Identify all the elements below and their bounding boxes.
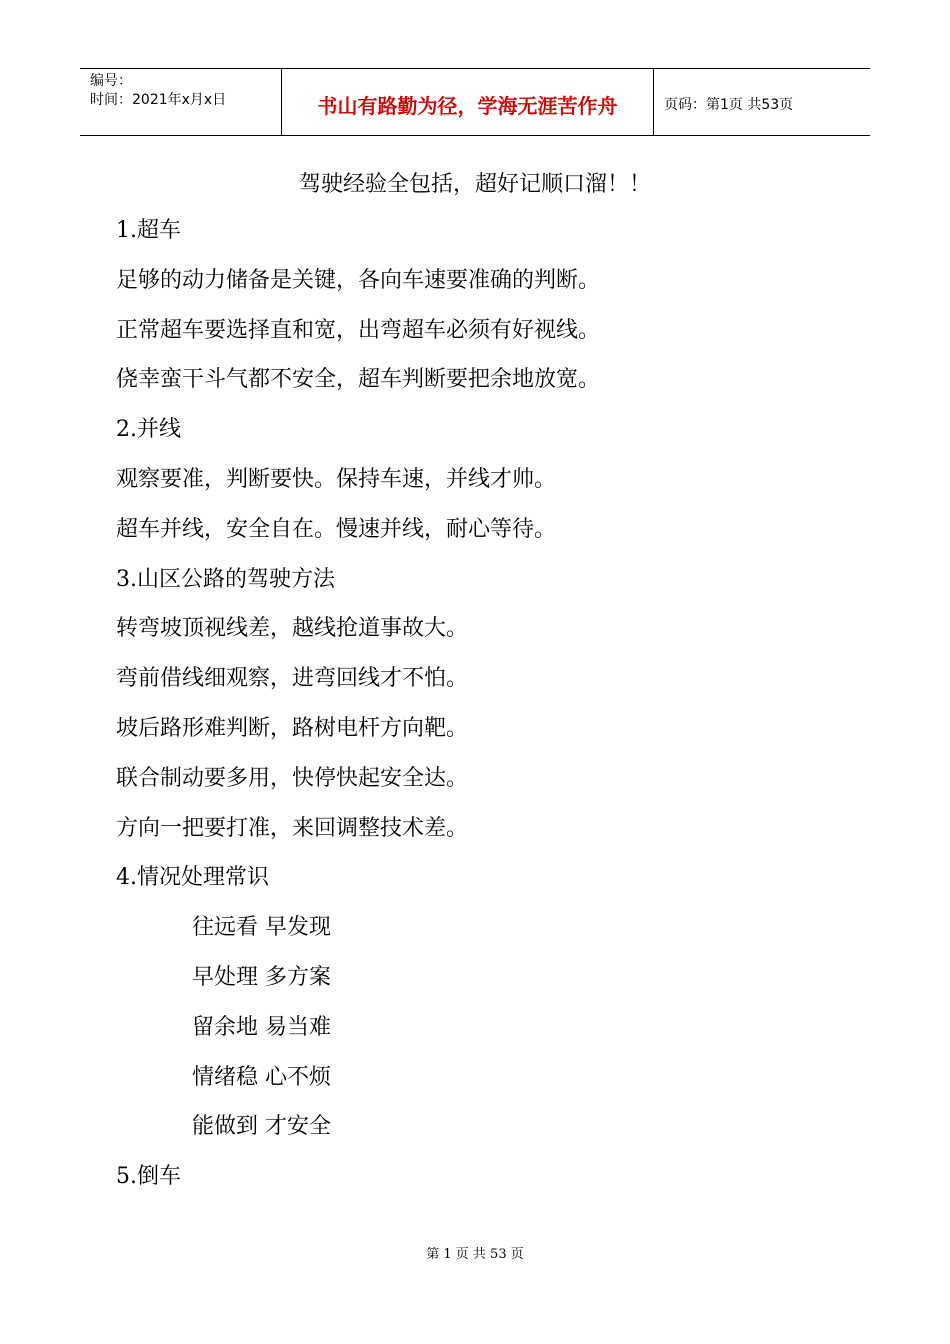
text-line: 坡后路形难判断，路树电杆方向靶。 <box>116 715 469 741</box>
text-line: 情绪稳 心不烦 <box>192 1064 331 1090</box>
page-footer: 第 1 页 共 53 页 <box>426 1247 524 1262</box>
text-line: 侥幸蛮干斗气都不安全，超车判断要把余地放宽。 <box>116 367 601 393</box>
text-line: 观察要准，判断要快。保持车速，并线才帅。 <box>116 466 557 492</box>
text-line: 足够的动力储备是关键，各向车速要准确的判断。 <box>116 267 601 293</box>
text-line: 方向一把要打准，来回调整技术差。 <box>116 815 469 841</box>
document-title: 驾驶经验全包括，超好记顺口溜！！ <box>298 172 651 197</box>
number-label: 编号： <box>90 73 132 89</box>
text-line: 弯前借线细观察，进弯回线才不怕。 <box>116 666 469 692</box>
text-line: 超车并线，安全自在。慢速并线，耐心等待。 <box>116 516 557 542</box>
text-line: 3.山区公路的驾驶方法 <box>116 566 335 592</box>
header-page-cell <box>654 69 870 135</box>
text-line: 能做到 才安全 <box>192 1114 331 1140</box>
text-line: 正常超车要选择直和宽，出弯超车必须有好视线。 <box>116 317 601 343</box>
header-meta-cell <box>80 69 282 135</box>
text-line: 往远看 早发现 <box>192 915 331 941</box>
text-line: 2.并线 <box>116 417 181 443</box>
text-line: 5.倒车 <box>116 1164 181 1190</box>
text-line: 转弯坡顶视线差，越线抢道事故大。 <box>116 616 469 642</box>
header-motto-cell <box>282 69 654 135</box>
header-table <box>80 68 870 136</box>
date-label: 时间：2021年x月x日 <box>90 92 227 108</box>
text-line: 留余地 易当难 <box>192 1014 331 1040</box>
page-info: 页码：第1页 共53页 <box>664 97 794 113</box>
text-line: 联合制动要多用，快停快起安全达。 <box>116 765 469 791</box>
text-line: 1.超车 <box>116 218 181 243</box>
text-line: 早处理 多方案 <box>192 964 331 990</box>
document-body <box>116 216 876 1212</box>
text-line: 4.情况处理常识 <box>116 865 269 891</box>
motto-text: 书山有路勤为径，学海无涯苦作舟 <box>317 93 618 118</box>
